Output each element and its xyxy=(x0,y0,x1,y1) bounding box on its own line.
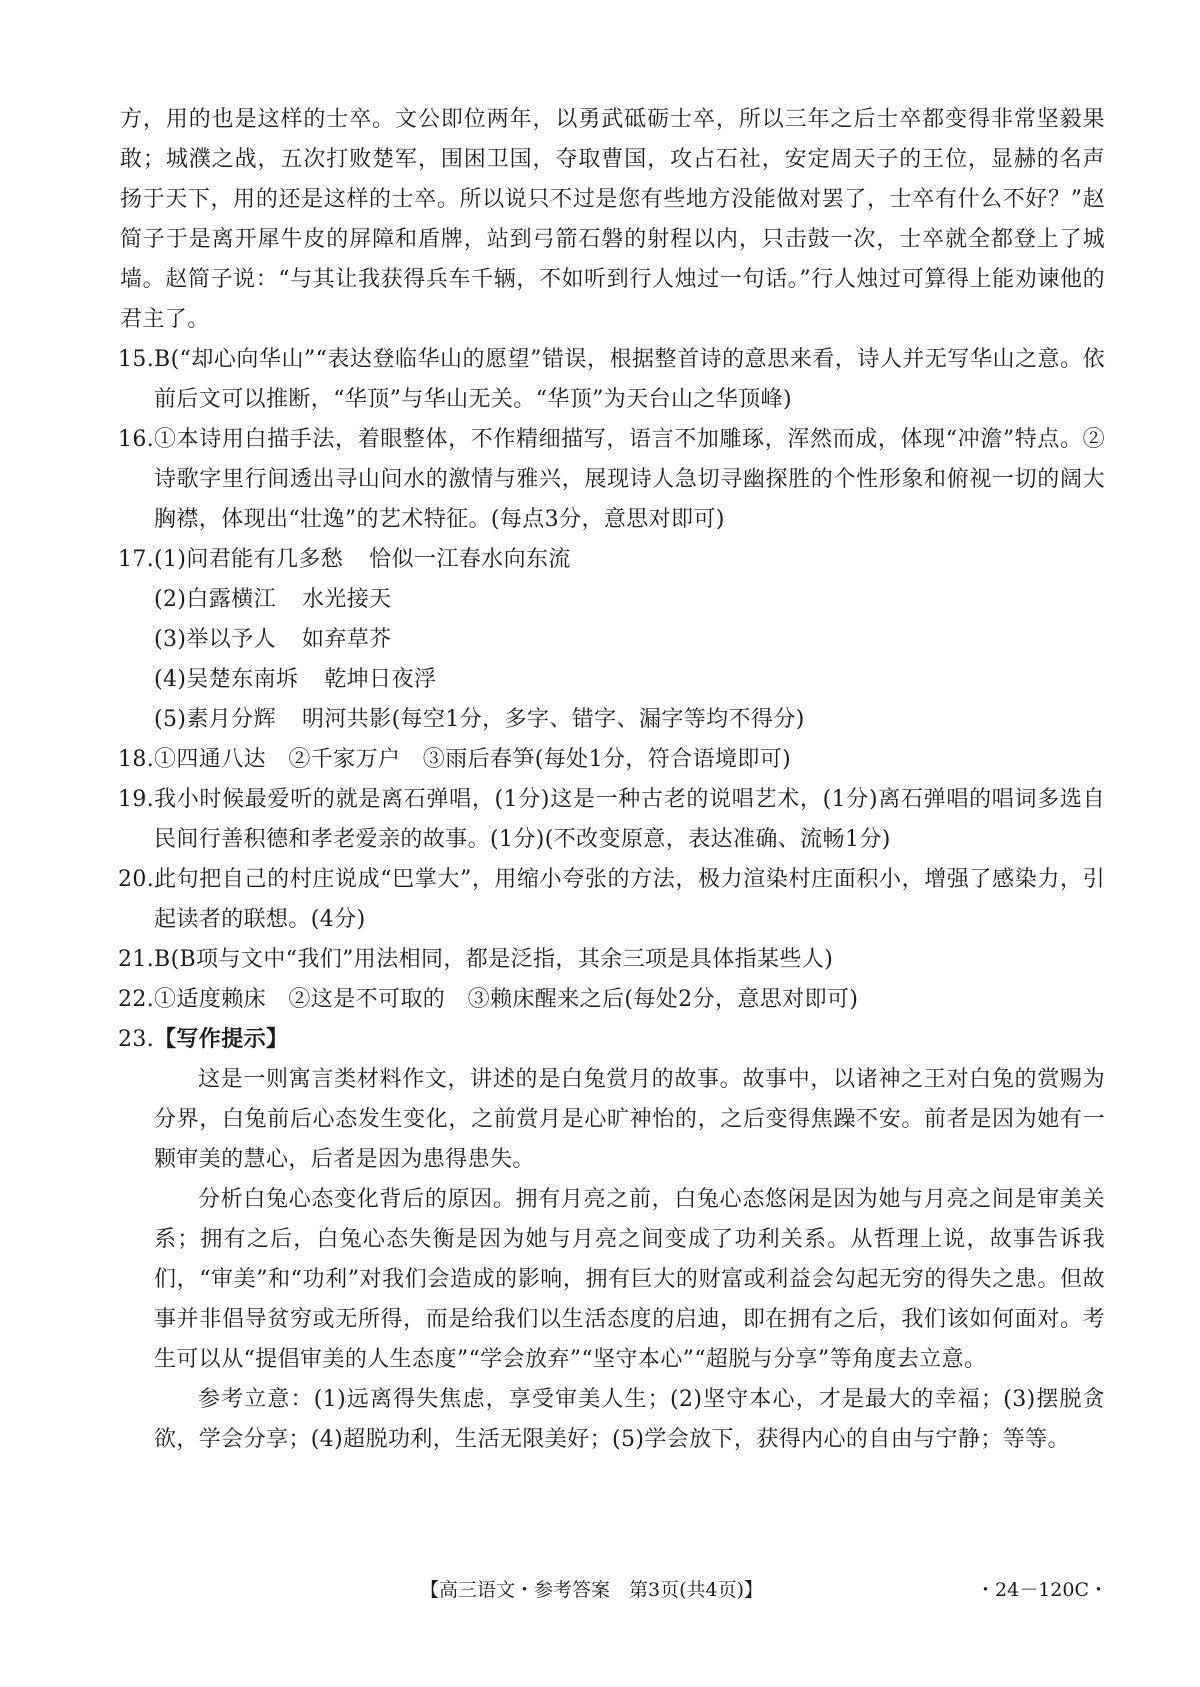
item-number: 16. xyxy=(118,427,155,452)
answer-item-18 xyxy=(120,740,1105,780)
answer-item-16 xyxy=(120,420,1105,540)
answer-item-17 xyxy=(120,540,1105,740)
writing-tips-paragraph-2: 分析白兔心态变化背后的原因。拥有月亮之前，白兔心态悠闲是因为她与月亮之间是审美关系；拥有之后，白兔心态失衡是因为她与月亮之间变成了功利关系。从哲理上说，故事告诉我们，“审美”和“功利”对我们会造成的影响，拥有巨大的财富或利益会勾起无穷的得失之患。但故事并非倡导贫穷或无所得，而是给我们以生活态度的启迪，即在拥有之后，我们该如何面对。考生可以从“提倡审美的人生态度”“学会放弃”“坚守本心”“超脱与分享”等角度去立意。 xyxy=(154,1187,1105,1372)
sub-answer-5 xyxy=(154,700,1105,740)
item-text: ①适度赖床 ②这是不可取的 ③赖床醒来之后(每处2分，意思对即可) xyxy=(154,987,859,1012)
item-number: 20. xyxy=(118,867,155,892)
answer-item-20 xyxy=(120,860,1105,940)
answer-content xyxy=(120,100,1105,1460)
writing-tips-heading: 【写作提示】 xyxy=(154,1027,289,1052)
answer-item-21 xyxy=(120,940,1105,980)
item-text: ①四通八达 ②千家万户 ③雨后春笋(每处1分，符合语境即可) xyxy=(154,747,792,772)
sub-answer-part-a: (5)素月分辉 xyxy=(154,707,276,732)
item-number: 18. xyxy=(118,747,155,772)
footer-page-info: 【高三语文・参考答案 第3页(共4页)】 xyxy=(420,1579,764,1601)
item-number: 21. xyxy=(118,947,155,972)
item-number: 17. xyxy=(118,547,155,572)
item-number: 19. xyxy=(118,787,155,812)
answer-item-15 xyxy=(120,340,1105,420)
page-footer xyxy=(0,1575,1200,1615)
item-number: 23. xyxy=(118,1027,155,1052)
answer-item-19 xyxy=(120,780,1105,860)
answer-item-23 xyxy=(120,1020,1105,1460)
item-text: B(B项与文中“我们”用法相同，都是泛指，其余三项是具体指某些人) xyxy=(154,947,834,972)
item-number: 15. xyxy=(118,347,155,372)
item-number: 22. xyxy=(118,987,155,1012)
item-text: ①本诗用白描手法，着眼整体，不作精细描写，语言不加雕琢，浑然而成，体现“冲澹”特点。②诗歌字里行间透出寻山问水的激情与雅兴，展现诗人急切寻幽探胜的个性形象和俯视一切的阔大胸襟，体现出“壮逸”的艺术特征。(每点3分，意思对即可) xyxy=(154,427,1105,532)
writing-tips-paragraph-3: 参考立意：(1)远离得失焦虑，享受审美人生；(2)坚守本心，才是最大的幸福；(3)摆脱贪欲，学会分享；(4)超脱功利，生活无限美好；(5)学会放下，获得内心的自由与宁静；等等。 xyxy=(154,1387,1105,1452)
sub-answer-3 xyxy=(154,620,1105,660)
answer-item-22 xyxy=(120,980,1105,1020)
writing-tips-paragraph-1: 这是一则寓言类材料作文，讲述的是白兔赏月的故事。故事中，以诸神之王对白兔的赏赐为分界，白兔前后心态发生变化，之前赏月是心旷神怡的，之后变得焦躁不安。前者是因为她有一颗审美的慧心，后者是因为患得患失。 xyxy=(154,1067,1105,1172)
sub-answer-part-b: 恰似一江春水向东流 xyxy=(369,547,571,572)
sub-answer-part-b: 如弃草芥 xyxy=(301,627,392,652)
sub-answer-part-a: (3)举以予人 xyxy=(154,627,276,652)
item-text: 此句把自己的村庄说成“巴掌大”，用缩小夸张的方法，极力渲染村庄面积小，增强了感染力，引起读者的联想。(4分) xyxy=(154,867,1105,932)
item-text: 我小时候最爱听的就是离石弹唱，(1分)这是一种古老的说唱艺术，(1分)离石弹唱的唱词多选自民间行善积德和孝老爱亲的故事。(1分)(不改变原意，表达准确、流畅1分) xyxy=(154,787,1105,852)
sub-answer-part-a: (4)吴楚东南坼 xyxy=(154,667,299,692)
intro-paragraph: 方，用的也是这样的士卒。文公即位两年，以勇武砥砺士卒，所以三年之后士卒都变得非常坚毅果敢；城濮之战，五次打败楚军，围困卫国，夺取曹国，攻占石社，安定周天子的王位，显赫的名声扬于天下，用的还是这样的士卒。所以说只不过是您有些地方没能做对罢了，士卒有什么不好？”赵简子于是离开犀牛皮的屏障和盾牌，站到弓箭石磐的射程以内，只击鼓一次，士卒就全都登上了城墙。赵简子说：“与其让我获得兵车千辆，不如听到行人烛过一句话。”行人烛过可算得上能劝谏他的君主了。 xyxy=(120,107,1105,332)
sub-answer-part-b: 明河共影(每空1分，多字、错字、漏字等均不得分) xyxy=(301,707,805,732)
sub-answer-part-b: 水光接天 xyxy=(301,587,392,612)
sub-answer-part-a: (2)白露横江 xyxy=(154,587,276,612)
sub-answer-1 xyxy=(154,540,1105,580)
sub-answer-4 xyxy=(154,660,1105,700)
item-text: B(“却心向华山”“表达登临华山的愿望”错误，根据整首诗的意思来看，诗人并无写华山之意。依前后文可以推断，“华顶”与华山无关。“华顶”为天台山之华顶峰) xyxy=(154,347,1105,412)
footer-doc-code: ・24－120C・ xyxy=(976,1579,1108,1601)
sub-answer-2 xyxy=(154,580,1105,620)
sub-answer-part-b: 乾坤日夜浮 xyxy=(324,667,437,692)
sub-answer-part-a: (1)问君能有几多愁 xyxy=(154,547,344,572)
